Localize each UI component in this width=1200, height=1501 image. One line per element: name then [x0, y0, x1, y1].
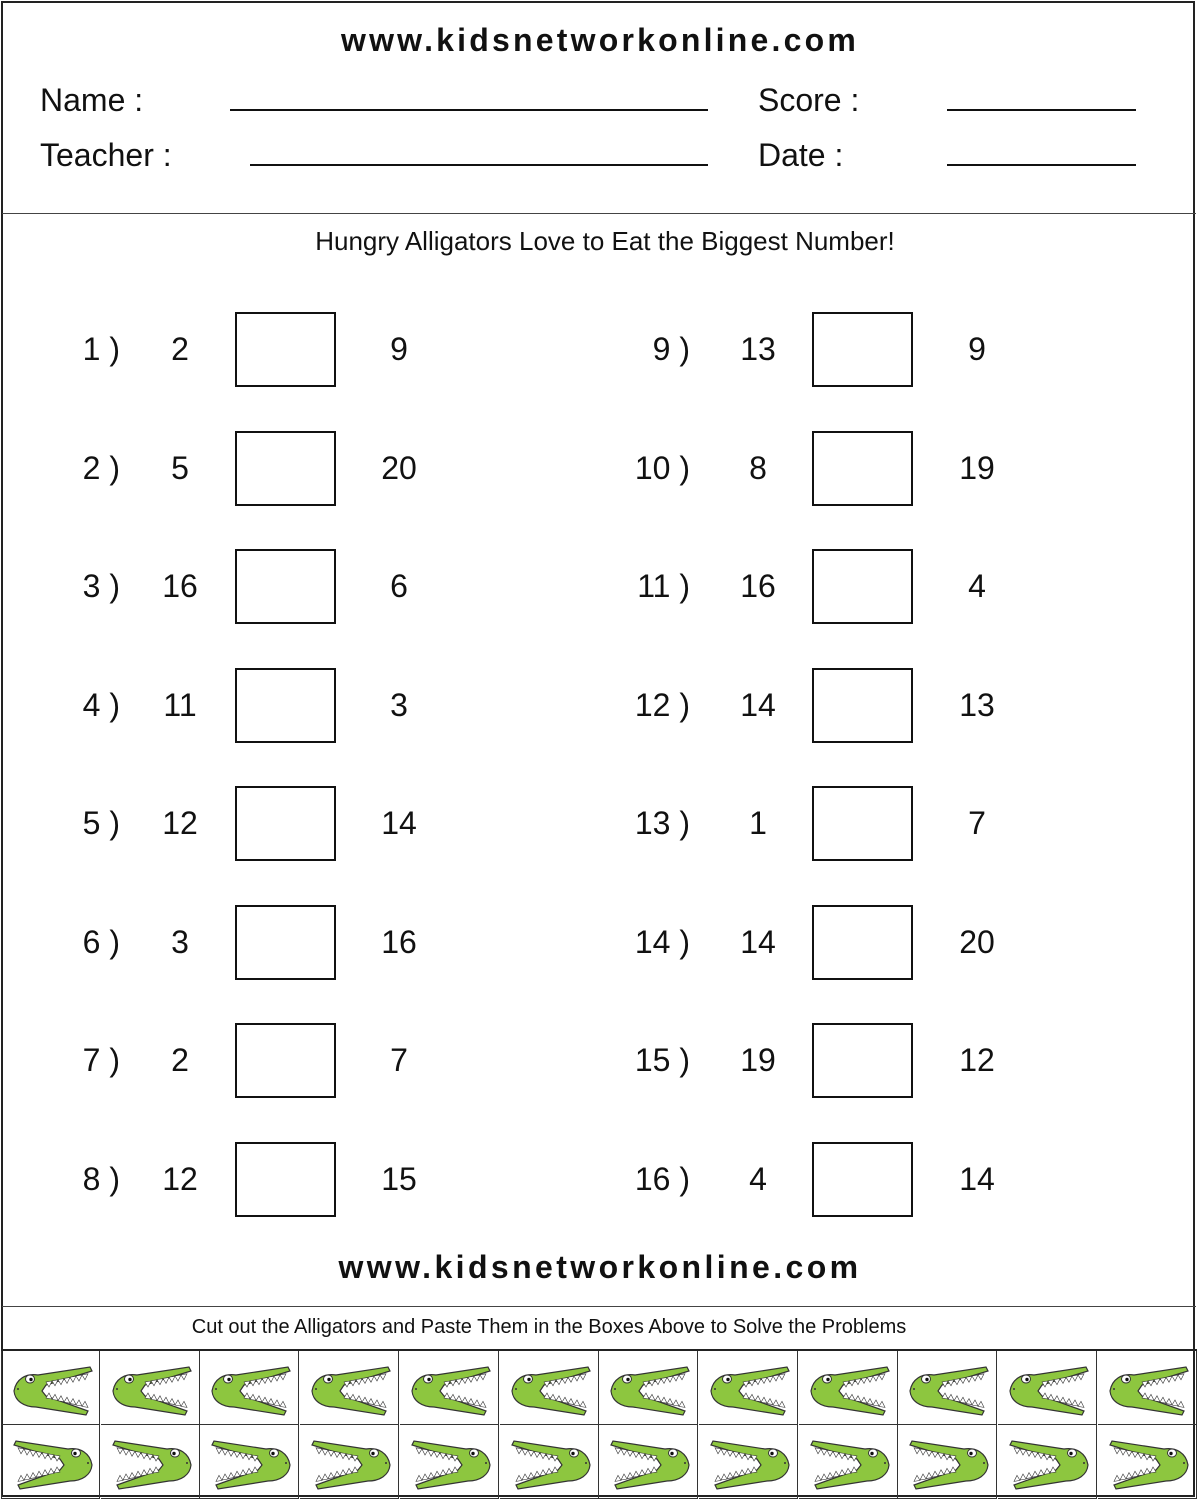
right-number: 3: [390, 687, 408, 723]
alligator-cutout[interactable]: [300, 1425, 399, 1499]
answer-box[interactable]: [235, 1142, 336, 1217]
problem-number: 11 ): [637, 568, 690, 604]
name-line[interactable]: [230, 109, 708, 111]
answer-box[interactable]: [812, 549, 913, 624]
right-number: 9: [968, 331, 986, 367]
alligator-icon: [510, 1439, 592, 1491]
alligator-icon: [410, 1365, 492, 1417]
alligator-icon: [1108, 1365, 1190, 1417]
problem-number: 1 ): [82, 331, 120, 367]
alligator-cutout[interactable]: [500, 1351, 599, 1425]
alligator-cutout[interactable]: [1098, 1425, 1197, 1499]
left-number: 14: [740, 687, 776, 723]
alligator-cutout[interactable]: [1, 1351, 100, 1425]
answer-box[interactable]: [812, 786, 913, 861]
problem-number: 8 ): [82, 1161, 120, 1197]
problem-number: 12 ): [634, 687, 690, 723]
alligator-cutout[interactable]: [1, 1425, 100, 1499]
left-number: 2: [171, 331, 189, 367]
alligator-cutout[interactable]: [998, 1351, 1097, 1425]
right-number: 4: [968, 568, 986, 604]
alligator-icon: [111, 1365, 193, 1417]
alligator-cutout[interactable]: [500, 1425, 599, 1499]
problem-number: 5 ): [82, 805, 120, 841]
alligator-icon: [510, 1365, 592, 1417]
alligator-icon: [609, 1365, 691, 1417]
left-number: 16: [162, 568, 198, 604]
alligator-icon: [210, 1439, 292, 1491]
left-number: 13: [740, 331, 776, 367]
left-number: 5: [171, 450, 189, 486]
alligator-icon: [12, 1365, 94, 1417]
alligator-icon: [908, 1365, 990, 1417]
problem-number: 3 ): [82, 568, 120, 604]
right-number: 19: [959, 450, 995, 486]
left-number: 1: [749, 805, 767, 841]
alligator-icon: [809, 1439, 891, 1491]
left-number: 12: [162, 805, 198, 841]
alligator-cutout[interactable]: [1098, 1351, 1197, 1425]
right-number: 20: [381, 450, 417, 486]
answer-box[interactable]: [812, 905, 913, 980]
alligator-cutout[interactable]: [898, 1351, 997, 1425]
right-number: 12: [959, 1042, 995, 1078]
cutout-instruction: Cut out the Alligators and Paste Them in the Boxes Above to Solve the Problems: [191, 1316, 907, 1338]
alligator-cutout-grid: [1, 1349, 1197, 1501]
score-line[interactable]: [947, 109, 1136, 111]
alligator-icon: [310, 1365, 392, 1417]
answer-box[interactable]: [812, 1142, 913, 1217]
problem-number: 13 ): [634, 805, 690, 841]
left-number: 8: [749, 450, 767, 486]
left-number: 12: [162, 1161, 198, 1197]
answer-box[interactable]: [235, 549, 336, 624]
problem-number: 7 ): [82, 1042, 120, 1078]
alligator-icon: [709, 1439, 791, 1491]
score-label: Score :: [758, 82, 860, 118]
alligator-cutout[interactable]: [799, 1425, 898, 1499]
left-number: 2: [171, 1042, 189, 1078]
answer-box[interactable]: [235, 668, 336, 743]
problem-number: 10 ): [634, 450, 690, 486]
date-line[interactable]: [947, 164, 1136, 166]
right-number: 7: [390, 1042, 408, 1078]
cutout-divider: [2, 1306, 1196, 1307]
alligator-cutout[interactable]: [799, 1351, 898, 1425]
alligator-cutout[interactable]: [898, 1425, 997, 1499]
right-number: 15: [381, 1161, 417, 1197]
right-number: 9: [390, 331, 408, 367]
alligator-cutout[interactable]: [200, 1425, 299, 1499]
name-label: Name :: [40, 82, 144, 118]
answer-box[interactable]: [235, 786, 336, 861]
header-divider: [2, 213, 1196, 214]
site-url-bottom: www.kidsnetworkonline.com: [338, 1249, 862, 1285]
answer-box[interactable]: [812, 668, 913, 743]
alligator-icon: [310, 1439, 392, 1491]
teacher-line[interactable]: [250, 164, 708, 166]
problem-number: 14 ): [634, 924, 690, 960]
alligator-icon: [111, 1439, 193, 1491]
alligator-icon: [709, 1365, 791, 1417]
problem-number: 16 ): [634, 1161, 690, 1197]
alligator-cutout[interactable]: [699, 1351, 798, 1425]
answer-box[interactable]: [812, 1023, 913, 1098]
alligator-cutout[interactable]: [101, 1351, 200, 1425]
alligator-icon: [410, 1439, 492, 1491]
alligator-cutout[interactable]: [300, 1351, 399, 1425]
right-number: 13: [959, 687, 995, 723]
right-number: 16: [381, 924, 417, 960]
left-number: 16: [740, 568, 776, 604]
left-number: 3: [171, 924, 189, 960]
right-number: 14: [959, 1161, 995, 1197]
alligator-cutout[interactable]: [200, 1351, 299, 1425]
answer-box[interactable]: [235, 431, 336, 506]
alligator-icon: [1008, 1365, 1090, 1417]
problem-number: 9 ): [652, 331, 690, 367]
alligator-cutout[interactable]: [599, 1425, 698, 1499]
alligator-cutout[interactable]: [599, 1351, 698, 1425]
alligator-cutout[interactable]: [998, 1425, 1097, 1499]
date-label: Date :: [758, 137, 844, 173]
problem-number: 4 ): [82, 687, 120, 723]
site-url-top: www.kidsnetworkonline.com: [341, 22, 859, 58]
answer-box[interactable]: [812, 431, 913, 506]
left-number: 4: [749, 1161, 767, 1197]
alligator-icon: [12, 1439, 94, 1491]
right-number: 7: [968, 805, 986, 841]
problem-number: 6 ): [82, 924, 120, 960]
alligator-icon: [609, 1439, 691, 1491]
teacher-label: Teacher :: [40, 137, 172, 173]
answer-box[interactable]: [812, 312, 913, 387]
alligator-cutout[interactable]: [101, 1425, 200, 1499]
alligator-icon: [1108, 1439, 1190, 1491]
right-number: 6: [390, 568, 408, 604]
alligator-icon: [1008, 1439, 1090, 1491]
alligator-icon: [809, 1365, 891, 1417]
alligator-icon: [908, 1439, 990, 1491]
left-number: 11: [163, 687, 197, 723]
alligator-cutout[interactable]: [400, 1425, 499, 1499]
left-number: 14: [740, 924, 776, 960]
alligator-cutout[interactable]: [699, 1425, 798, 1499]
answer-box[interactable]: [235, 905, 336, 980]
right-number: 14: [381, 805, 417, 841]
left-number: 19: [740, 1042, 776, 1078]
worksheet-instruction: Hungry Alligators Love to Eat the Biggest Number!: [315, 226, 895, 256]
right-number: 20: [959, 924, 995, 960]
answer-box[interactable]: [235, 1023, 336, 1098]
problem-number: 15 ): [634, 1042, 690, 1078]
problem-number: 2 ): [82, 450, 120, 486]
answer-box[interactable]: [235, 312, 336, 387]
alligator-cutout[interactable]: [400, 1351, 499, 1425]
alligator-icon: [210, 1365, 292, 1417]
